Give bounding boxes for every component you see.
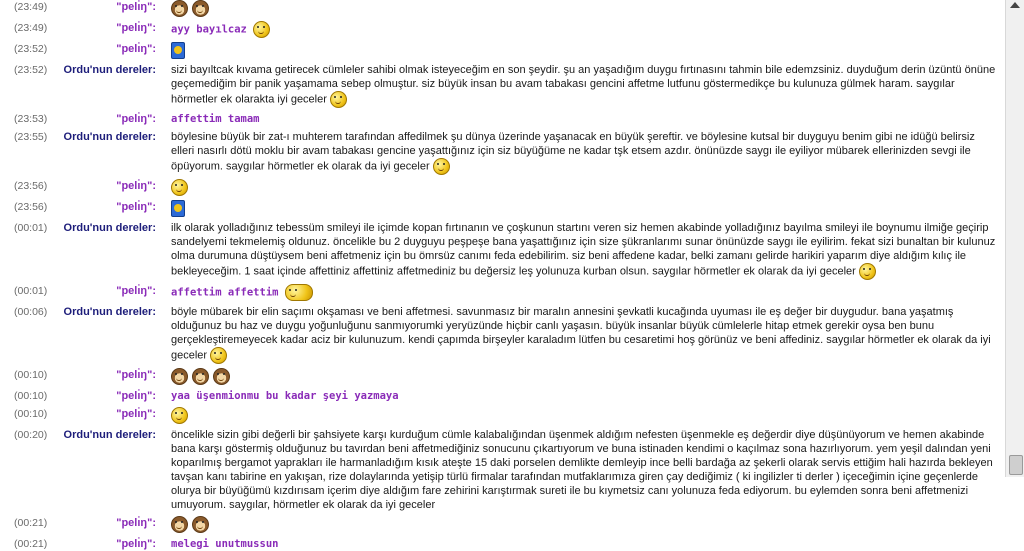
chat-message — [0, 200, 1006, 217]
message-text: böyle mübarek bir elin saçımı okşaması ve beni affetmesi. savunmasız bir maralın annesini şevkatli kucağında uyuması ile eş değer bir duygudur. bana yaşatmış olduğunuz bu haz ve duygu yoğunluğunu sanmıyorumki yeryüzünde hiçbir canlı yaşasın. büyük insanlar büyük cümlelerle hitap etmek gerekir oysa ben bunu gerçekleştiremeyecek kadar aciz bir kulunuzum. kendi çapımda birşeyler karaladım lütfen bu cesaretimi hoş görünüz ve beni affediniz. saygılar hörmetler ek olarak da iyi geceler — [171, 306, 991, 362]
chat-message — [0, 42, 1006, 59]
monkey-emoticon-icon — [192, 0, 209, 17]
message-sender: Ordu'nun dereler: — [63, 306, 156, 318]
message-body — [156, 305, 1006, 364]
message-sender: Ordu'nun dereler: — [63, 222, 156, 234]
monkey-emoticon-icon — [192, 516, 209, 533]
message-sender: Ordu'nun dereler: — [63, 429, 156, 441]
message-sender: "pelı̇ŋ": — [116, 43, 156, 55]
chat-message — [0, 284, 1006, 301]
chat-message — [0, 63, 1006, 108]
chat-message — [0, 112, 1006, 126]
scroll-up-arrow-icon[interactable] — [1010, 2, 1020, 8]
message-body — [156, 537, 1006, 551]
glasses-emoticon-icon — [285, 284, 313, 301]
message-sender: Ordu'nun dereler: — [63, 64, 156, 76]
message-body — [156, 516, 1006, 533]
chat-message — [0, 0, 1006, 17]
message-text: yaa üşenmionmu bu kadar şeyi yazmaya — [171, 390, 399, 402]
monkey-emoticon-icon — [171, 0, 188, 17]
message-text: öncelikle sizin gibi değerli bir şahsiyete karşı kurduğum cümle kalabalığından üşenmek aldığım nefesten üşenmekle eş değerdir diye düşünüyorum ve hemen akabinde bana karşı göstermiş olduğunuz bu tavırdan beni affetmediğiniz sonucunu çıkartıyorum ve buna istinaden kendimi o kaçılmaz sona hazırlıyorum. yem yeşil dalından yeni koparılmış bergamot yaprakları ile harmanladığım kısık ateşte 15 daki porselen demlikte demleyip ince belli bardağa az şekerli olarak servis ettiğim hali hazırda bekleyen tavşan kanı tabirine en yakışan, rize dolaylarında yetişip türlü firmalar tarafından mutfaklarımıza giren çay dediğimiz ( ki ingilizler ti derler ) içeceğimin içine geçenlerde olurya bir büyüğümü kızdırısam içerim diye aldığım fare zehirini karıştırmak sureti ile bu kıymetsiz canı yolunuza feda ediyorum. bu eylemden sonra beni affetmenizi umuyorum. saygılar, hörmetler ek olarak da iyi geceler — [171, 429, 993, 511]
message-text: böylesine büyük bir zat-ı muhterem tarafından affedilmek şu dünya üzerinde yaşanacak en büyük şereftir. ve böylesine kutsal bir duyguyu benim gibi ne idüğü belirsiz elleri nasırlı dötü moklu bir avam tabakası gencine yaşattığınız için siz büyüğüme ne kadar tşk etsem azdır. önünüzde saygı ile eyiliyor mübarek ellerinizden sevgi ile öpüyorum. saygılar hörmetler ek olarak da iyi geceler — [171, 131, 975, 173]
message-body — [156, 112, 1006, 126]
monkey-emoticon-icon — [192, 368, 209, 385]
smile-emoticon-icon — [253, 21, 270, 38]
message-body — [156, 428, 1006, 512]
message-sender: "pelı̇ŋ": — [116, 285, 156, 297]
monkey-emoticon-icon — [213, 368, 230, 385]
message-sender: "pelı̇ŋ": — [116, 369, 156, 381]
message-sender: "pelı̇ŋ": — [116, 1, 156, 13]
message-text: affettim affettim — [171, 286, 279, 299]
chat-message — [0, 179, 1006, 196]
message-timestamp: (23:52) — [14, 64, 48, 76]
message-timestamp: (00:01) — [14, 222, 48, 234]
chat-message — [0, 428, 1006, 512]
message-body — [156, 221, 1006, 280]
message-timestamp: (00:01) — [14, 285, 48, 297]
shout-emoticon-icon — [171, 179, 188, 196]
message-text: melegi unutmussun — [171, 538, 279, 550]
message-body — [156, 0, 1006, 17]
message-sender: "pelı̇ŋ": — [116, 113, 156, 125]
message-sender: "pelı̇ŋ": — [116, 538, 156, 550]
chat-message — [0, 21, 1006, 38]
message-body — [156, 130, 1006, 175]
chat-message — [0, 305, 1006, 364]
message-body — [156, 389, 1006, 403]
message-timestamp: (23:49) — [14, 1, 48, 13]
message-timestamp: (00:21) — [14, 517, 48, 529]
message-timestamp: (23:55) — [14, 131, 48, 143]
scroll-thumb[interactable] — [1009, 455, 1023, 475]
message-sender: "pelı̇ŋ": — [116, 408, 156, 420]
message-timestamp: (00:21) — [14, 538, 48, 550]
chat-message — [0, 537, 1006, 551]
message-timestamp: (00:10) — [14, 369, 48, 381]
message-timestamp: (00:10) — [14, 390, 48, 402]
vertical-scrollbar[interactable] — [1005, 0, 1024, 477]
message-body — [156, 42, 1006, 59]
message-timestamp: (23:56) — [14, 180, 48, 192]
message-timestamp: (00:20) — [14, 429, 48, 441]
message-body — [156, 200, 1006, 217]
chat-message — [0, 516, 1006, 533]
message-timestamp: (23:49) — [14, 22, 48, 34]
message-text: ilk olarak yolladığınız tebessüm smileyi ile içimde kopan fırtınanın ve çoşkunun startını veren siz hemen akabinde yolladığınız bayılma smileyi ile boynumu ilmiğe geçirip sandelyemi tekmelemiş oldunuz. öncelikle bu 2 duyguyu peşpeşe bana yaşattığınız için size şükranlarımı sunar önünüzde saygı ile eyilirim. fekat sizi bunaltan bir kulunuz olma durumuna düştüysem beni affetmeniz için bu ömrsüz canımı feda edebilirim. siz beni affedene kadar, belki zamanı gelirde harikiri yaparım diye aldığım kılıç ile bekleyeceğim. 1 saat içinde affettiniz affettiniz affetmediniz bu değersiz leş yolunuza kurban olsun. saygılar hörmetler ek olarak da iyi geceler — [171, 222, 996, 278]
smile-emoticon-icon — [210, 347, 227, 364]
message-sender: "pelı̇ŋ": — [116, 180, 156, 192]
message-sender: Ordu'nun dereler: — [63, 131, 156, 143]
sign-emoticon-icon — [171, 42, 185, 59]
smile-emoticon-icon — [433, 158, 450, 175]
message-body — [156, 284, 1006, 301]
message-body — [156, 407, 1006, 424]
message-timestamp: (00:10) — [14, 408, 48, 420]
message-text: ayy bayılcaz — [171, 23, 247, 36]
message-timestamp: (23:52) — [14, 43, 48, 55]
sign-emoticon-icon — [171, 200, 185, 217]
message-sender: "pelı̇ŋ": — [116, 201, 156, 213]
smile-emoticon-icon — [859, 263, 876, 280]
message-timestamp: (23:56) — [14, 201, 48, 213]
shout-emoticon-icon — [171, 407, 188, 424]
chat-message — [0, 407, 1006, 424]
chat-message — [0, 221, 1006, 280]
message-timestamp: (23:53) — [14, 113, 48, 125]
message-text: affettim tamam — [171, 113, 260, 125]
message-timestamp: (00:06) — [14, 306, 48, 318]
monkey-emoticon-icon — [171, 516, 188, 533]
message-sender: "pelı̇ŋ": — [116, 390, 156, 402]
monkey-emoticon-icon — [171, 368, 188, 385]
message-body — [156, 368, 1006, 385]
message-text: sizi bayıltcak kıvama getirecek cümleler sahibi olmak isteyeceğim en son şeydir. şu an yaşadığım duygu fırtınasını tahmin bile edemzsiniz. duyduğum derin üzüntü önüne geçemediğim bir panik yaşamama sebep olmuştur. siz büyük insan bu avam tabakası gencini affetme lutfunu göstermedikçe bu kulunuza gülmek haram. saygılar hörmetler ek olarakta iyi geceler — [171, 64, 996, 106]
chat-message — [0, 389, 1006, 403]
message-sender: "pelı̇ŋ": — [116, 22, 156, 34]
smile-emoticon-icon — [330, 91, 347, 108]
message-body — [156, 21, 1006, 38]
message-body — [156, 63, 1006, 108]
chat-message — [0, 368, 1006, 385]
chat-message — [0, 130, 1006, 175]
message-body — [156, 179, 1006, 196]
message-sender: "pelı̇ŋ": — [116, 517, 156, 529]
